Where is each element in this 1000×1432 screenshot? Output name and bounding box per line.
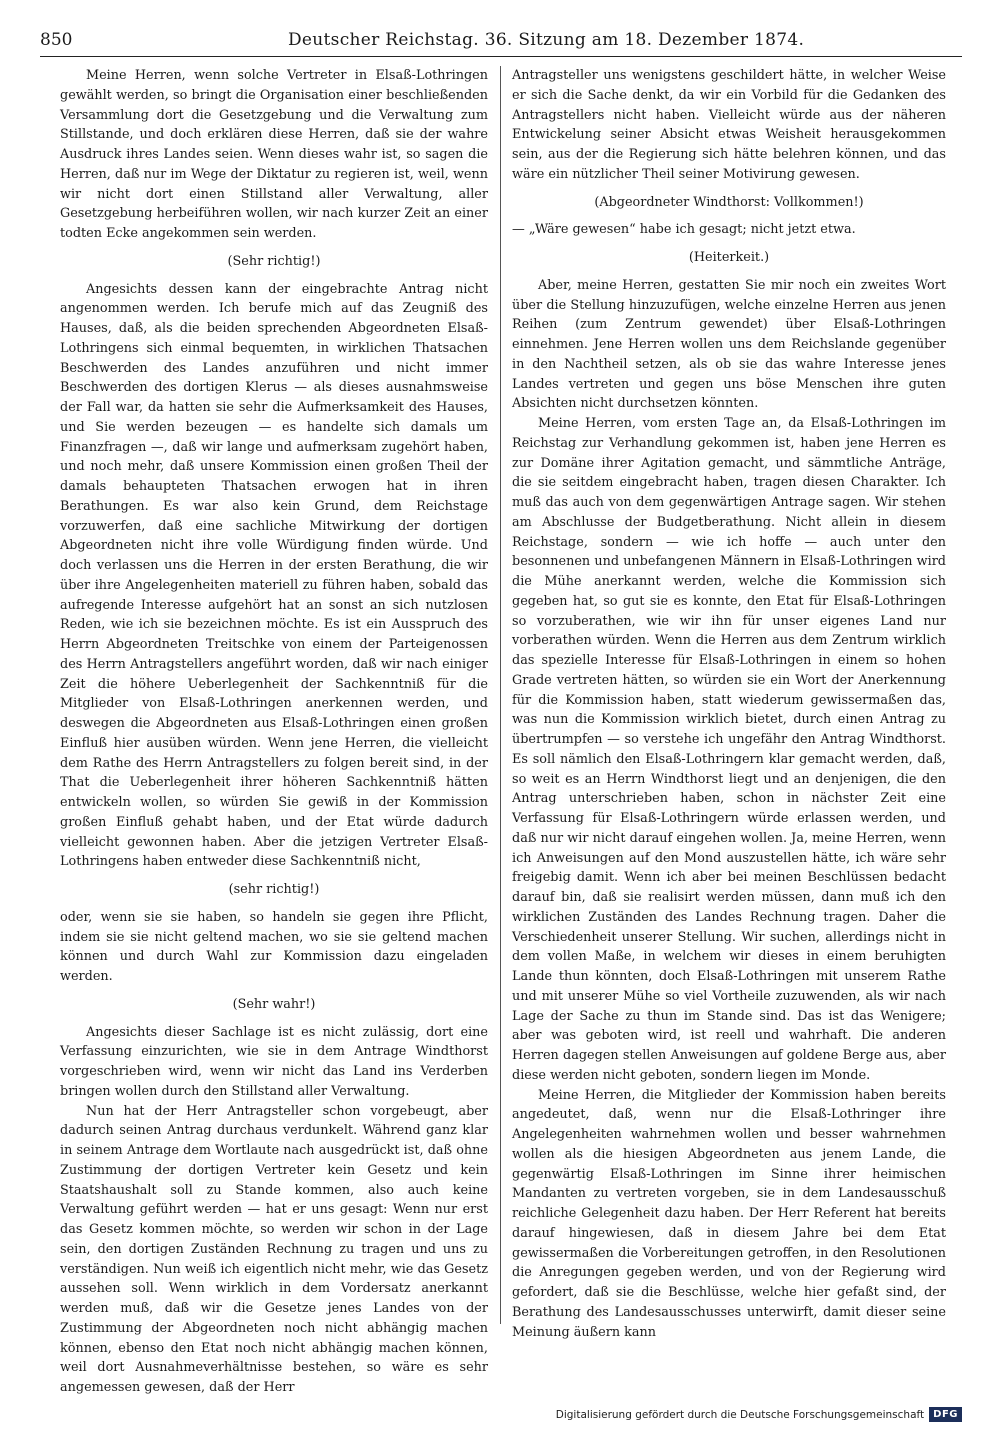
- paragraph-continuation: — „Wäre gewesen“ habe ich gesagt; nicht jetzt etwa.: [512, 222, 856, 238]
- paragraph: Angesichts dieser Sachlage ist es nicht zulässig, dort eine Verfassung einzurichten, wie sie in dem Antrage Windthorst vorgeschrieben wird, wenn wir nicht das Land ins Verderben bringen wollen durch den Stillstand aller Verwaltung.: [60, 1024, 488, 1099]
- interjection: (Sehr wahr!): [232, 996, 316, 1012]
- interjection: (Heiterkeit.): [688, 250, 770, 265]
- paragraph: Meine Herren, die Mitglieder der Kommission haben bereits angedeutet, daß, wenn nur die Elsaß-Lothringer ihre Angelegenheiten wahrnehmen wollen und besser wahrnehmen wollen als die hiesigen Abgeordneten aus jenem Lande, die gegenwärtig Elsaß-Lothringen im Sinne ihrer heimischen Mandanten zu vertreten vorgeben, sie in dem Landesausschuß reichliche Gelegenheit dazu haben. Der Herr Referent hat bereits darauf hingewiesen, daß in diesem Jahre bei dem Etat gewissermaßen die Vorbereitungen getroffen, in den Resolutionen die Anregungen gegeben werden, und von der Regierung wird gefordert, daß sie die Beschlüsse, welche hier gefaßt sind, der Berathung des Landesausschusses unterwirft, damit dieser seine Meinung äußern kann: [512, 1087, 946, 1340]
- running-title: Deutscher Reichstag. 36. Sitzung am 18. Dezember 1874.: [288, 30, 805, 50]
- digitization-credit: Digitalisierung gefördert durch die Deutsche Forschungsgemeinschaft: [555, 1408, 925, 1421]
- interjection: (sehr richtig!): [228, 882, 320, 897]
- paragraph: Aber, meine Herren, gestatten Sie mir noch ein zweites Wort über die Stellung hinzuzufügen, welche einzelne Herren aus jenen Reihen (zum Zentrum gewendet) über Elsaß-Lothringen einnehmen. Jene Herren wollen uns dem Reichslande gegenüber in den Nachtheil setzen, als ob sie das wahre Interesse jenes Landes vertreten und gegen uns böse Menschen ihre guten Absichten nicht durchsetzen könnten.: [512, 277, 946, 412]
- right-column: [512, 66, 946, 1342]
- paragraph: Meine Herren, vom ersten Tage an, da Elsaß-Lothringen im Reichstag zur Verhandlung gekommen ist, haben jene Herren es zur Domäne ihrer Agitation gemacht, und sämmtliche Anträge, die sie seitdem eingebracht haben, tragen diesen Charakter. Ich muß das auch von dem gegenwärtigen Antrage sagen. Wir stehen am Abschlusse der Budgetberathung. Nicht allein in diesem Reichstage, sondern — wie ich hoffe — auch unter den besonnenen und unbefangenen Männern in Elsaß-Lothringen wird die Mühe anerkannt werden, welche die Kommission sich gegeben hat, so gut sie es konnte, den Etat für Elsaß-Lothringen so vorzuberathen, wie wir ihn für unser eigenes Land nur vorberathen würden. Wenn die Herren aus dem Zentrum wirklich das spezielle Interesse für Elsaß-Lothringen in einem so hohen Grade vertreten hätten, so würden sie ein Wort der Anerkennung für die Kommission haben, statt wiederum gewissermaßen das, was nun die Kommission wirklich bietet, durch einen Antrag zu übertrumpfen — so verstehe ich ungefähr den Antrag Windthorst. Es soll nämlich den Elsaß-Lothringern klar gemacht werden, daß, so weit es an Herrn Windthorst liegt und an denjenigen, die den Antrag unterschrieben haben, schon in nächster Zeit eine Verfassung für Elsaß-Lothringern würde erlassen werden, und daß nur wir nicht darauf eingehen wollen. Ja, meine Herren, wenn ich Anweisungen auf den Mond auszustellen hätte, ich wäre sehr freigebig damit. Wenn ich aber bei meinen Beschlüssen bedacht darauf bin, daß sie realisirt werden müssen, dann muß ich den wirklichen Zuständen des Landes Rechnung tragen. Daher die Verschiedenheit unserer Stellung. Wir suchen, allerdings nicht in dem vollen Maße, in welchem wir dieses in einem beruhigten Lande thun könnten, doch Elsaß-Lothringen mit unserem Rathe und mit unserer Mühe so viel Vortheile zuzuwenden, als wir nach Lage der Sache zu thun im Stande sind. Das ist das Wenigere; aber was geboten wird, ist reell und wahrhaft. Die anderen Herren dagegen stellen Anweisungen auf goldene Berge aus, aber diese werden nicht geboten, sondern liegen im Monde.: [512, 416, 946, 1083]
- paragraph: Meine Herren, wenn solche Vertreter in Elsaß-Lothringen gewählt werden, so bringt die Organisation einer beschließenden Versammlung dort die Gesetzgebung und die Verwaltung zum Stillstande, und doch erklären diese Herren, daß sie der wahre Ausdruck ihres Landes seien. Wenn dieses wahr ist, so sagen die Herren, daß nur im Wege der Diktatur zu regieren ist, weil, wenn wir nicht dort einen Stillstand aller Verwaltung, aller Gesetzgebung herbeiführen wollen, wir nach kurzer Zeit an einer todten Ecke angekommen sein werden.: [60, 68, 488, 241]
- header-rule: [40, 56, 962, 57]
- left-column: [60, 66, 488, 1398]
- paragraph-continuation: Antragsteller uns wenigstens geschildert hätte, in welcher Weise er sich die Sache denkt, da wir ein Vorbild für die Gedanken des Antragstellers nicht haben. Vielleicht würde aus der näheren Entwickelung seiner Absicht etwas Weisheit herausgekommen sein, aus der die Regierung sich hätte belehren können, und das wäre ein nützlicher Theil seiner Motivirung gewesen.: [512, 68, 946, 182]
- interjection: (Abgeordneter Windthorst: Vollkommen!): [594, 194, 864, 210]
- paragraph: Nun hat der Herr Antragsteller schon vorgebeugt, aber dadurch seinen Antrag durchaus verdunkelt. Während ganz klar in seinem Antrage dem Wortlaute nach ausgedrückt ist, daß ohne Zustimmung der dortigen Vertreter kein Gesetz und kein Staatshaushalt soll zu Stande kommen, also auch keine Verwaltung geführt werden — hat er uns gesagt: Wenn nur erst das Gesetz kommen möchte, so werden wir schon in der Lage sein, den dortigen Zuständen Rechnung zu tragen und uns zu verständigen. Nun weiß ich eigentlich nicht mehr, wie das Gesetz aussehen soll. Wenn wirklich in dem Vordersatz anerkannt werden muß, daß wir die Gesetze jenes Landes von der Zustimmung der Abgeordneten noch nicht abhängig machen können, ebenso den Etat noch nicht abhängig machen können, weil dort Ausnahmeverhältnisse bestehen, so wäre es sehr angemessen gewesen, daß der Herr: [60, 1103, 488, 1395]
- dfg-logo: DFG: [929, 1407, 962, 1422]
- footer: [556, 1407, 962, 1422]
- column-divider: [500, 66, 501, 1324]
- page-number: 850: [40, 30, 73, 50]
- paragraph-continuation: oder, wenn sie sie haben, so handeln sie gegen ihre Pflicht, indem sie sie nicht geltend machen, wo sie sie geltend machen können und durch Wahl zur Kommission dazu eingeladen werden.: [60, 909, 488, 984]
- paragraph: Angesichts dessen kann der eingebrachte Antrag nicht angenommen werden. Ich berufe mich auf das Zeugniß des Hauses, daß, als die beiden sprechenden Abgeordneten Elsaß-Lothringens sich einmal bequemten, in wirklichen Thatsachen Beschwerden des Landes anzuführen und nicht immer Beschwerden des dortigen Klerus — als dieses ausnahmsweise der Fall war, da hatten sie sehr die Aufmerksamkeit des Hauses, und Sie werden bezeugen — es handelte sich damals um Finanzfragen —, daß wir lange und aufmerksam zugehört haben, und noch mehr, daß unsere Kommission einen großen Theil der damals behaupteten Thatsachen erwogen hat in ihren Berathungen. Es war also kein Grund, dem Reichstage vorzuwerfen, daß eine sachliche Mitwirkung der dortigen Abgeordneten nicht ihre volle Würdigung finden würde. Und doch verlassen uns die Herren in der ersten Berathung, die wir über ihre Angelegenheiten materiell zu führen haben, sobald das aufregende Interesse aufgehört hat an sonst an sich nutzlosen Reden, wie ich sie bezeichnen möchte. Es ist ein Ausspruch des Herrn Abgeordneten Treitschke von einem der Parteigenossen des Herrn Antragstellers angeführt worden, daß wir nach einiger Zeit die höhere Ueberlegenheit der Sachkenntniß für die Mitglieder von Elsaß-Lothringen anerkennen werden, und deswegen die Abgeordneten aus Elsaß-Lothringen einen großen Einfluß hier ausüben würden. Wenn jene Herren, die vielleicht dem Rathe des Herrn Antragstellers zu folgen bereit sind, in der That die Ueberlegenheit ihrer höheren Sachkenntniß hätten entwickeln wollen, so würden Sie gewiß in der Kommission großen Einfluß gehabt haben, und der Etat würde dadurch vielleicht gewonnen haben. Aber die jetzigen Vertreter Elsaß-Lothringens haben entweder diese Sachkenntniß nicht,: [60, 281, 488, 870]
- interjection: (Sehr richtig!): [227, 253, 321, 269]
